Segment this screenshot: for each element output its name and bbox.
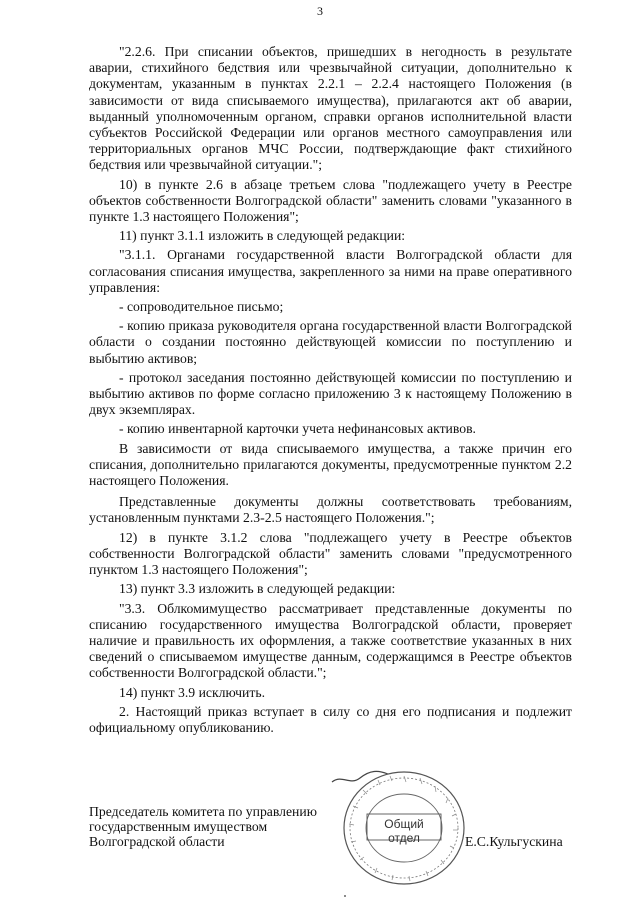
paragraph-3-3: "3.3. Облкомимущество рассматривает представленные документы по списанию государственного имущества Волгоградской области, проверяет наличие и правильность их оформления, а также соответствие указанных в них сведений о списываемом имуществе данным, содержащимся в Реестре объектов собственности Волгоградской области."; (89, 600, 572, 681)
paragraph-effective-date: 2. Настоящий приказ вступает в силу со дня его подписания и подлежит официальному опубликованию. (89, 703, 572, 735)
paragraph-2-2-6: "2.2.6. При списании объектов, пришедших в негодность в результате аварии, стихийного бедствия или чрезвычайной ситуации, дополнительно к документам, указанным в пунктах 2.2.1 – 2.2.4 настоящего Положения (в зависимости от вида списываемого имущества), прилагаются акт об аварии, выданный уполномоченным органом, справки органов исполнительной власти субъектов Российской Федерации или органов местного самоуправления или территориальных органов МЧС России, подтверждающие факт стихийного бедствия или чрезвычайной ситуации."; (89, 44, 572, 173)
paragraph-item-11: 11) пункт 3.1.1 изложить в следующей редакции: (119, 228, 406, 244)
paragraph-item-10: 10) в пункте 2.6 в абзаце третьем слова "подлежащего учету в Реестре объектов собственности Волгоградской области" заменить словами "указанного в пункте 1.3 настоящего Положения"; (89, 176, 572, 225)
paragraph-item-14: 14) пункт 3.9 исключить. (119, 684, 266, 700)
list-item-protocol: - протокол заседания постоянно действующей комиссии по поступлению и выбытию активов по форме согласно приложению 3 к настоящему Положению в двух экземплярах. (89, 369, 572, 418)
signer-title-line-3: Волгоградской области (89, 834, 225, 849)
list-item-cover-letter: - сопроводительное письмо; (119, 299, 284, 315)
list-item-order-copy: - копию приказа руководителя органа государственной власти Волгоградской области о создании постоянно действующей комиссии по поступлению и выбытию активов; (89, 318, 572, 366)
list-item-inventory-card: - копию инвентарной карточки учета нефинансовых активов. (119, 421, 476, 437)
page-number: 3 (317, 4, 323, 18)
document-body (89, 44, 572, 736)
paragraph-item-13: 13) пункт 3.3 изложить в следующей редакции: (119, 581, 396, 597)
scan-speck (344, 895, 346, 897)
paragraph-requirements: Представленные документы должны соответствовать требованиям, установленным пунктами 2.3-2.5 настоящего Положения."; (89, 494, 572, 526)
paragraph-item-12: 12) в пункте 3.1.2 слова "подлежащего учету в Реестре объектов собственности Волгоградской области" заменить словами "предусмотренного пунктом 1.3 настоящего Положения"; (89, 529, 572, 578)
official-stamp (340, 768, 468, 888)
paragraph-additional-docs: В зависимости от вида списываемого имущества, а также причин его списания, дополнительно прилагаются документы, предусмотренные пунктом 2.2 настоящего Положения. (89, 440, 572, 489)
stamp-label: Общий отдел (384, 817, 424, 845)
paragraph-3-1-1: "3.1.1. Органами государственной власти Волгоградской области для согласования списания имущества, закрепленного за ними на праве оперативного управления: (89, 247, 572, 295)
signer-name: Е.С.Кульгускина (465, 834, 563, 849)
signer-title-line-2: государственным имуществом (89, 819, 268, 834)
signer-title-line-1: Председатель комитета по управлению (89, 804, 317, 819)
